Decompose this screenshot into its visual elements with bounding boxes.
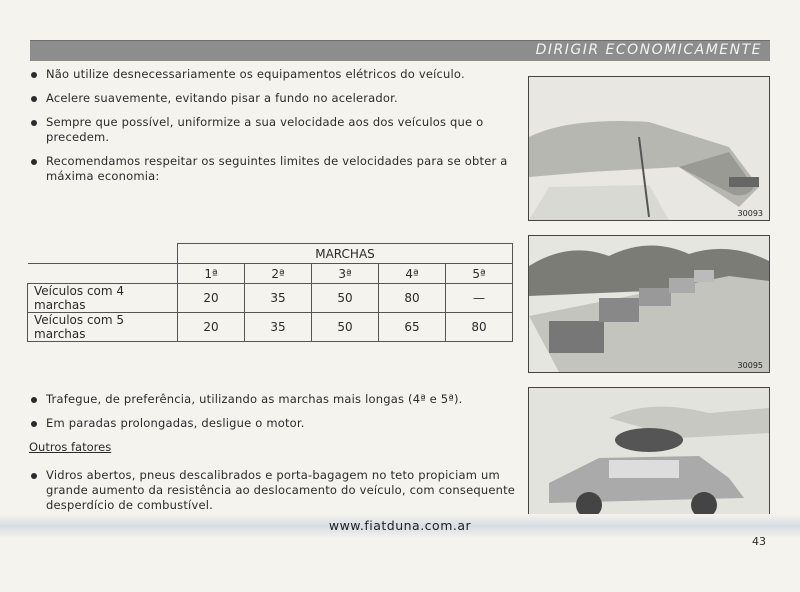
gear-header: 5ª <box>446 264 513 284</box>
table-group-header: MARCHAS <box>178 244 513 264</box>
website-url[interactable]: www.fiatduna.com.ar <box>328 518 472 533</box>
roof-rack-drawing <box>529 388 769 529</box>
table-row <box>28 284 513 313</box>
list-item: Trafegue, de preferência, utilizando as marchas mais longas (4ª e 5ª). <box>28 392 523 407</box>
gear-header: 3ª <box>312 264 379 284</box>
row-label: Veículos com 4 marchas <box>28 284 178 313</box>
figure-caption: 30093 <box>737 209 763 218</box>
traffic-illustration <box>528 235 770 373</box>
table-corner <box>28 244 178 264</box>
table-row <box>28 313 513 342</box>
roof-rack-illustration <box>528 387 770 530</box>
figure-caption: 30095 <box>737 361 763 370</box>
bullet-icon <box>31 421 37 427</box>
list-item: Não utilize desnecessariamente os equipamentos elétricos do veículo. <box>28 67 518 82</box>
tips-list-2 <box>28 392 523 522</box>
table-cell: 35 <box>245 284 312 313</box>
list-item: Acelere suavemente, evitando pisar a fundo no acelerador. <box>28 91 518 106</box>
tips-list <box>28 67 518 193</box>
bullet-icon <box>31 473 37 479</box>
foot-pedal-illustration <box>528 76 770 221</box>
table-cell: 35 <box>245 313 312 342</box>
gear-header: 2ª <box>245 264 312 284</box>
table-cell: 50 <box>312 284 379 313</box>
gear-header: 4ª <box>379 264 446 284</box>
traffic-drawing <box>529 236 769 372</box>
table-cell: 20 <box>178 284 245 313</box>
foot-pedal-drawing <box>529 77 769 220</box>
bullet-icon <box>31 120 37 126</box>
bullet-icon <box>31 397 37 403</box>
table-cell: 20 <box>178 313 245 342</box>
page-number: 43 <box>752 535 766 548</box>
table-cell: — <box>446 284 513 313</box>
other-factors-heading: Outros fatores <box>29 440 112 454</box>
bullet-icon <box>31 72 37 78</box>
list-item: Sempre que possível, uniformize a sua velocidade aos dos veículos que o precedem. <box>28 115 518 145</box>
table-cell: 65 <box>379 313 446 342</box>
bullet-icon <box>31 96 37 102</box>
speed-limits-table <box>27 243 513 342</box>
table-cell: 50 <box>312 313 379 342</box>
table-corner <box>28 264 178 284</box>
table-cell: 80 <box>379 284 446 313</box>
section-title: DIRIGIR ECONOMICAMENTE <box>535 42 762 58</box>
bullet-icon <box>31 159 37 165</box>
row-label: Veículos com 5 marchas <box>28 313 178 342</box>
table-cell: 80 <box>446 313 513 342</box>
list-item: Em paradas prolongadas, desligue o motor. <box>28 416 523 431</box>
list-item: Recomendamos respeitar os seguintes limites de velocidades para se obter a máxima economia: <box>28 154 518 184</box>
section-header-bar <box>30 40 770 61</box>
gear-header: 1ª <box>178 264 245 284</box>
list-item: Vidros abertos, pneus descalibrados e porta-bagagem no teto propiciam um grande aumento da resistência ao deslocamento do veículo, com consequente desperdício de combustível. <box>28 468 523 513</box>
